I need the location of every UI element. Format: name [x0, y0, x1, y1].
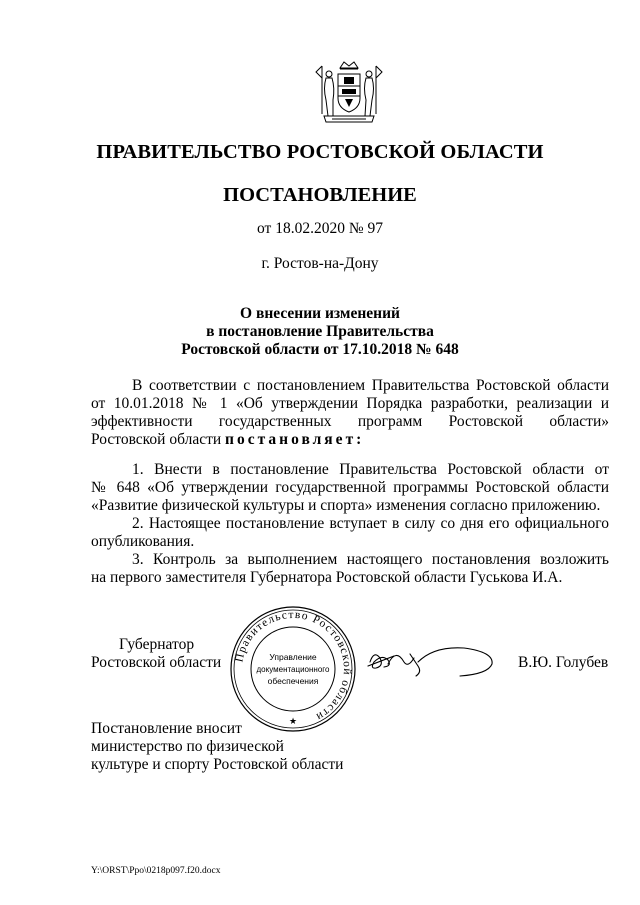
document-type: ПОСТАНОВЛЕНИЕ [223, 184, 417, 206]
item-line: «Развитие физической культуры и спорта» изменения согласно приложению. [91, 497, 601, 514]
preamble-last-prefix: Ростовской области [91, 431, 222, 448]
preamble-paragraph [91, 377, 609, 449]
preamble-last-line [91, 431, 609, 449]
submitter-note [91, 720, 343, 774]
preamble-line: эффективности государственных программ Ростовской области» [91, 413, 609, 430]
coat-of-arms-icon [314, 58, 384, 128]
item-line: № 648 «Об утверждении государственной программы Ростовской области [91, 479, 609, 496]
stamp-outer-text: Правительство Ростовской области [233, 608, 354, 724]
decree-word: постановляет: [225, 431, 365, 448]
stamp-inner-line: Управление [269, 652, 317, 662]
subject-line: в постановление Правительства [206, 323, 434, 340]
decree-items [91, 461, 609, 587]
document-subject [0, 305, 640, 359]
stamp-inner-line: обеспечения [267, 676, 319, 686]
submitter-line: Постановление вносит [91, 720, 242, 737]
signatory-title [91, 636, 241, 672]
preamble-line: от 10.01.2018 № 1 «Об утверждении Порядка разработки, реализации и [91, 395, 609, 412]
preamble-line: В соответствии с постановлением Правительства Ростовской области [132, 377, 609, 394]
signatory-title-line: Ростовской области [91, 654, 222, 671]
item-line: 2. Настоящее постановление вступает в силу со дня его официального [132, 515, 609, 532]
subject-line: Ростовской области от 17.10.2018 № 648 [181, 341, 459, 358]
government-title: ПРАВИТЕЛЬСТВО РОСТОВСКОЙ ОБЛАСТИ [96, 141, 544, 163]
signatory-name: В.Ю. Голубев [518, 654, 609, 671]
submitter-line: министерство по физической [91, 738, 284, 755]
handwritten-signature [364, 636, 504, 686]
subject-line: О внесении изменений [240, 305, 400, 322]
item-line: на первого заместителя Губернатора Ростовской области Гуськова И.А. [91, 569, 563, 586]
signatory-title-line: Губернатор [119, 636, 195, 653]
item-line: 1. Внести в постановление Правительства Ростовской области от [132, 461, 609, 478]
stamp-star-icon: ★ [288, 716, 298, 726]
stamp-inner-line: документационного [256, 665, 330, 674]
item-line: 3. Контроль за выполнением настоящего постановления возложить [132, 551, 609, 568]
document-city: г. Ростов-на-Дону [261, 255, 379, 272]
document-date-number: от 18.02.2020 № 97 [257, 220, 383, 237]
submitter-line: культуре и спорту Ростовской области [91, 756, 344, 773]
official-stamp [228, 604, 358, 734]
file-path: Y:\ORST\Ppo\0218p097.f20.docx [91, 866, 221, 876]
item-line: опубликования. [91, 533, 195, 550]
